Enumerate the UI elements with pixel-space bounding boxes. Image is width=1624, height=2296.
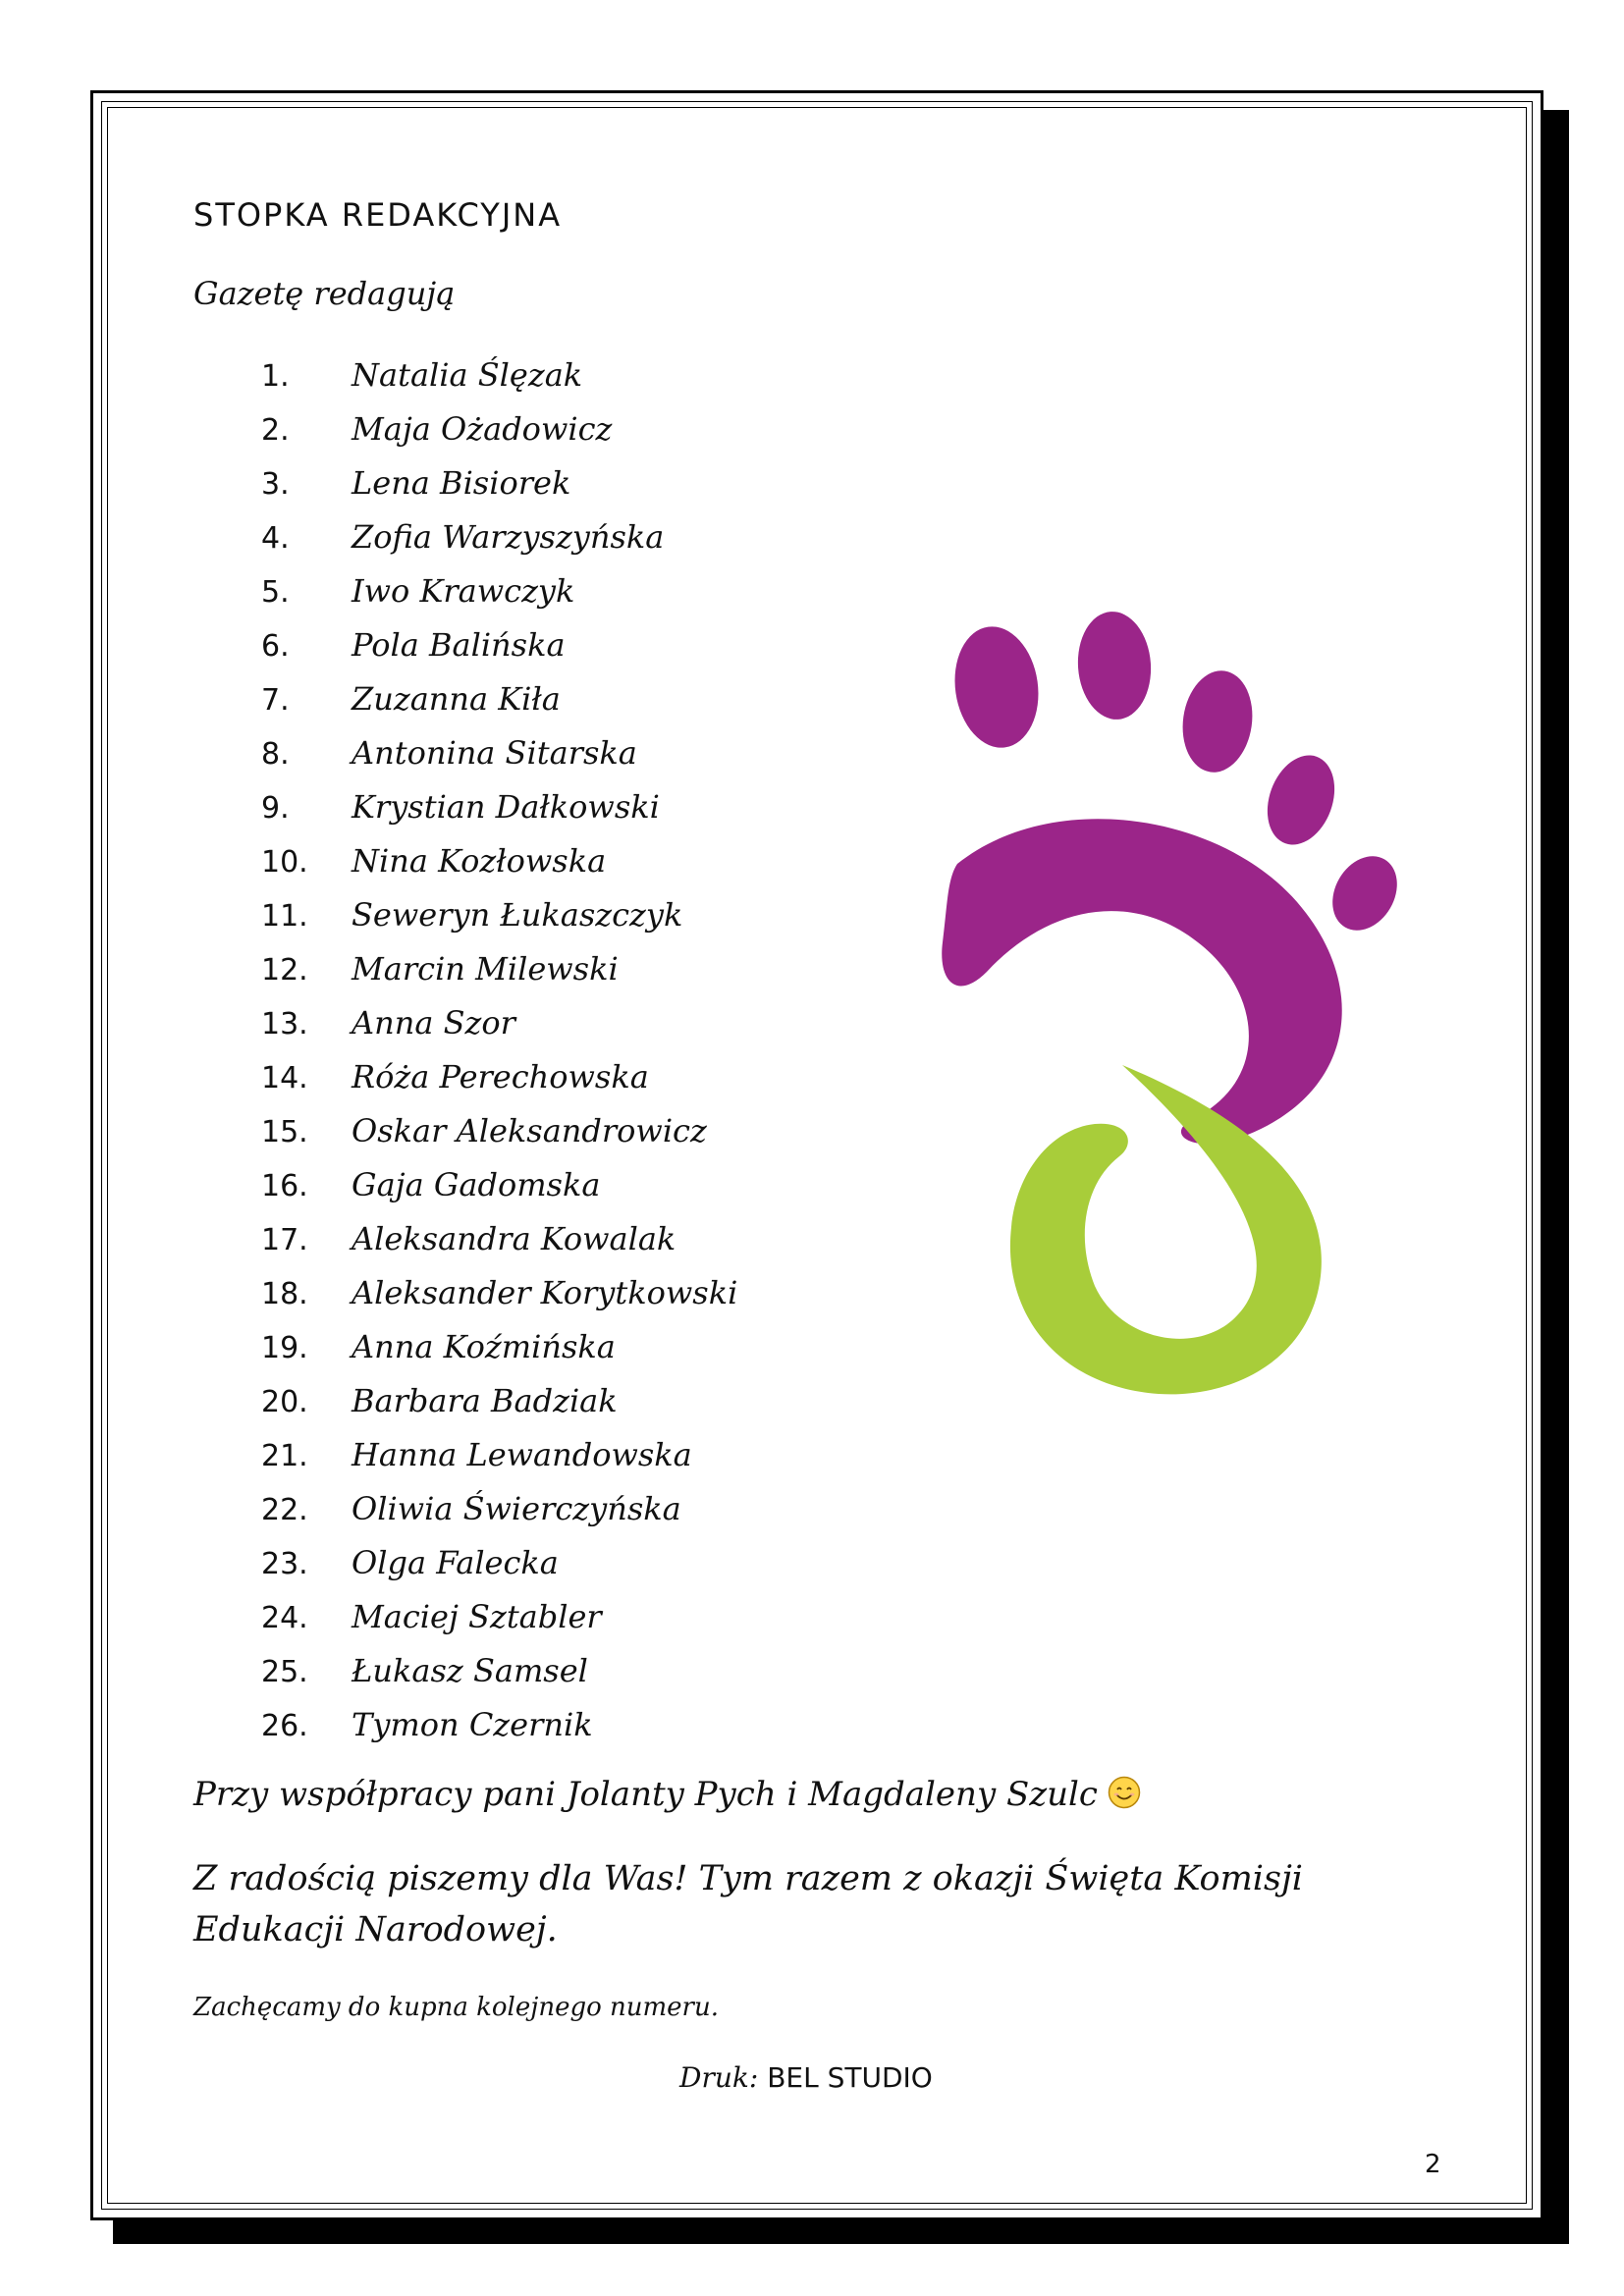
print-value: BEL STUDIO (767, 2061, 933, 2094)
list-item-name: Gaja Gadomska (352, 1166, 601, 1203)
list-item-name: Seweryn Łukaszczyk (352, 896, 683, 934)
list-item (261, 1158, 737, 1212)
list-item-number: 17. (261, 1223, 308, 1257)
toe-4 (1256, 746, 1346, 854)
invitation-text: Zachęcamy do kupna kolejnego numeru. (193, 1993, 719, 2022)
list-item (261, 996, 737, 1050)
toe-2 (1074, 610, 1154, 722)
footprint-purple-arc (942, 819, 1342, 1144)
list-item (261, 1428, 737, 1482)
list-item-number: 1. (261, 359, 290, 394)
list-item (261, 942, 737, 996)
list-item (261, 348, 737, 402)
editors-list (261, 348, 737, 1752)
list-item-number: 20. (261, 1385, 308, 1419)
list-item (261, 1374, 737, 1428)
list-item-number: 10. (261, 845, 308, 880)
list-item-number: 16. (261, 1169, 308, 1203)
list-item-number: 2. (261, 413, 290, 448)
page-number: 2 (1425, 2150, 1441, 2179)
list-item (261, 510, 737, 564)
list-item-name: Zofia Warzyszyńska (352, 518, 665, 556)
toe-1 (947, 621, 1046, 753)
list-item-name: Maja Ożadowicz (352, 410, 613, 448)
list-item (261, 1212, 737, 1266)
list-item-number: 19. (261, 1331, 308, 1365)
print-info (679, 2061, 933, 2094)
list-item-name: Oskar Aleksandrowicz (352, 1112, 707, 1149)
list-item-number: 8. (261, 737, 290, 772)
list-item-name: Maciej Sztabler (352, 1598, 602, 1635)
cooperation-note (193, 1775, 1141, 1814)
list-item-number: 21. (261, 1439, 308, 1473)
editors-label: Gazetę redagują (193, 275, 456, 312)
list-item-name: Lena Bisiorek (352, 464, 571, 502)
list-item (261, 726, 737, 780)
list-item (261, 672, 737, 726)
list-item-name: Anna Koźmińska (352, 1328, 616, 1365)
list-item (261, 456, 737, 510)
message-text: Z radością piszemy dla Was! Tym razem z okazji Święta Komisji Edukacji Narodowej. (193, 1859, 1303, 1949)
list-item-number: 25. (261, 1655, 308, 1689)
list-item (261, 1104, 737, 1158)
toe-3 (1176, 667, 1259, 777)
list-item (261, 780, 737, 834)
list-item (261, 1536, 737, 1590)
list-item-number: 12. (261, 953, 308, 988)
list-item (261, 1590, 737, 1644)
list-item-number: 4. (261, 521, 290, 556)
list-item-number: 14. (261, 1061, 308, 1095)
list-item-name: Pola Balińska (352, 626, 566, 664)
list-item-name: Anna Szor (352, 1004, 515, 1041)
list-item-name: Zuzanna Kiła (352, 680, 561, 718)
list-item (261, 888, 737, 942)
list-item-name: Krystian Dałkowski (352, 788, 660, 826)
list-item (261, 1050, 737, 1104)
list-item-name: Hanna Lewandowska (352, 1436, 692, 1473)
list-item (261, 1320, 737, 1374)
list-item (261, 1698, 737, 1752)
list-item-number: 13. (261, 1007, 308, 1041)
list-item-name: Natalia Ślęzak (352, 356, 583, 394)
list-item-number: 23. (261, 1547, 308, 1581)
list-item-number: 22. (261, 1493, 308, 1527)
list-item-number: 7. (261, 683, 290, 718)
list-item-name: Oliwia Świerczyńska (352, 1490, 681, 1527)
list-item-name: Olga Falecka (352, 1544, 559, 1581)
list-item (261, 618, 737, 672)
list-item-name: Antonina Sitarska (352, 734, 637, 772)
list-item-name: Tymon Czernik (352, 1706, 593, 1743)
list-item-number: 11. (261, 899, 308, 934)
list-item (261, 1482, 737, 1536)
list-item (261, 564, 737, 618)
list-item (261, 402, 737, 456)
list-item-name: Aleksander Korytkowski (352, 1274, 738, 1311)
list-item-name: Łukasz Samsel (352, 1652, 588, 1689)
list-item-number: 18. (261, 1277, 308, 1311)
page-title: STOPKA REDAKCYJNA (193, 196, 563, 234)
list-item-number: 15. (261, 1115, 308, 1149)
list-item-number: 9. (261, 791, 290, 826)
list-item-name: Barbara Badziak (352, 1382, 618, 1419)
list-item (261, 1644, 737, 1698)
list-item-name: Aleksandra Kowalak (352, 1220, 677, 1257)
list-item-number: 5. (261, 575, 290, 610)
print-label: Druk: (679, 2061, 759, 2094)
toe-5 (1320, 844, 1410, 941)
list-item (261, 834, 737, 888)
list-item-number: 3. (261, 467, 290, 502)
cooperation-text: Przy współpracy pani Jolanty Pych i Magdaleny Szulc (193, 1775, 1098, 1814)
list-item-name: Róża Perechowska (352, 1058, 649, 1095)
footprint-logo-icon (918, 609, 1468, 1423)
list-item-number: 6. (261, 629, 290, 664)
list-item-number: 26. (261, 1709, 308, 1743)
list-item-number: 24. (261, 1601, 308, 1635)
smiling-face-icon (1108, 1776, 1141, 1809)
list-item (261, 1266, 737, 1320)
list-item-name: Iwo Krawczyk (352, 572, 575, 610)
list-item-name: Marcin Milewski (352, 950, 619, 988)
list-item-name: Nina Kozłowska (352, 842, 607, 880)
